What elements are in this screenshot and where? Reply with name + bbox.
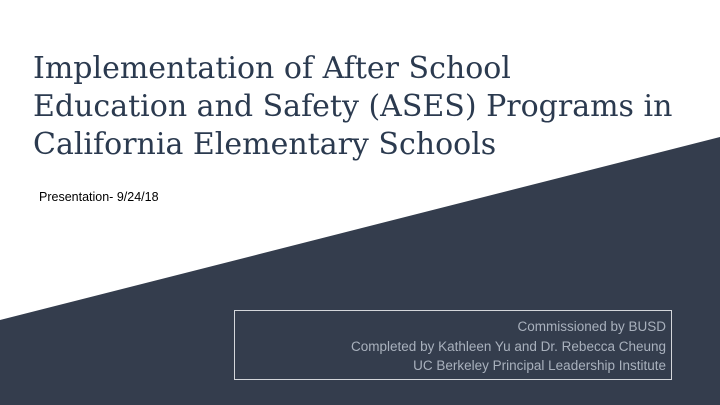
slide-title-line-2: Education and Safety (ASES) Programs in: [33, 89, 673, 124]
presentation-date: Presentation- 9/24/18: [39, 190, 159, 204]
credit-line-commissioned: Commissioned by BUSD: [517, 319, 666, 334]
slide-title: [33, 50, 703, 164]
slide-title-line-3: California Elementary Schools: [33, 127, 497, 162]
credit-line-institute: UC Berkeley Principal Leadership Institute: [413, 358, 666, 373]
credits-box: [234, 310, 672, 380]
slide-title-line-1: Implementation of After School: [33, 51, 511, 86]
credit-line-completed: Completed by Kathleen Yu and Dr. Rebecca Cheung: [351, 338, 666, 354]
